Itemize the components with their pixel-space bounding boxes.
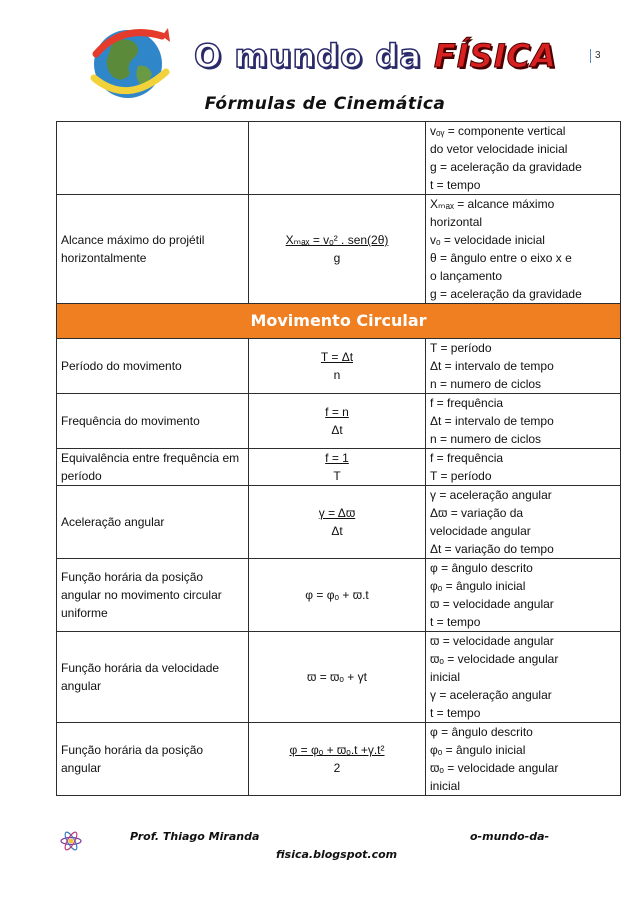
legend-line: θ = ângulo entre o eixo x e	[430, 251, 572, 265]
formula-legend	[426, 394, 621, 449]
formula-expression	[249, 339, 426, 394]
page-title: Fórmulas de Cinemática	[204, 94, 446, 114]
formula-denominator: n	[333, 368, 341, 382]
site-title-part1: O mundo da	[194, 37, 434, 75]
formula-expression	[249, 122, 426, 195]
formula-denominator: g	[333, 251, 341, 265]
legend-line: ϖ = velocidade angular	[430, 597, 554, 611]
formula-numerator: f = n	[325, 405, 349, 419]
legend-line: ϖ = velocidade angular	[430, 634, 554, 648]
legend-line: velocidade angular	[430, 524, 531, 538]
legend-line: t = tempo	[430, 615, 481, 629]
legend-line: f = frequência	[430, 451, 504, 465]
formula-numerator: f = 1	[325, 451, 349, 465]
formula-expression	[249, 632, 426, 723]
section-header-row	[57, 304, 621, 339]
section-header: Movimento Circular	[57, 304, 621, 339]
formula-legend	[426, 486, 621, 559]
table-row	[57, 559, 621, 632]
formula-denominator: Δt	[331, 423, 343, 437]
legend-line: γ = aceleração angular	[430, 688, 552, 702]
table-row	[57, 449, 621, 486]
formula-name: Aceleração angular	[57, 486, 249, 559]
legend-line: inicial	[430, 670, 461, 684]
legend-line: T = período	[430, 469, 492, 483]
formulas-table	[56, 121, 621, 796]
table-row	[57, 195, 621, 304]
formula-name: Frequência do movimento	[57, 394, 249, 449]
projectile-rows	[57, 122, 621, 304]
legend-line: f = frequência	[430, 396, 504, 410]
atom-flower-icon	[60, 830, 82, 852]
legend-line: Δt = variação do tempo	[430, 542, 554, 556]
formula-numerator: φ = φₒ + ϖₒ.t +γ.t²	[289, 743, 385, 757]
legend-line: n = numero de ciclos	[430, 432, 542, 446]
legend-line: do vetor velocidade inicial	[430, 142, 568, 156]
formula-legend	[426, 195, 621, 304]
formula-legend	[426, 559, 621, 632]
legend-line: vₒ = velocidade inicial	[430, 233, 545, 247]
footer-site-part1: o-mundo-da-	[470, 830, 550, 843]
legend-line: t = tempo	[430, 706, 481, 720]
legend-line: φₒ = ângulo inicial	[430, 579, 526, 593]
formula-name: Função horária da posição angular	[57, 723, 249, 796]
formula-expression	[249, 195, 426, 304]
formula-name: Função horária da posição angular no movimento circular uniforme	[57, 559, 249, 632]
legend-line: φ = ângulo descrito	[430, 561, 533, 575]
formula-name: Função horária da velocidade angular	[57, 632, 249, 723]
table-row	[57, 122, 621, 195]
legend-line: φₒ = ângulo inicial	[430, 743, 526, 757]
table-row	[57, 486, 621, 559]
formula-expression	[249, 394, 426, 449]
legend-line: o lançamento	[430, 269, 503, 283]
formula-numerator: γ = Δϖ	[318, 506, 356, 520]
legend-line: Δt = intervalo de tempo	[430, 414, 554, 428]
formula-expression	[249, 449, 426, 486]
formula-name	[57, 122, 249, 195]
formula-expression	[249, 486, 426, 559]
legend-line: inicial	[430, 779, 461, 793]
legend-line: T = período	[430, 341, 492, 355]
legend-line: t = tempo	[430, 178, 481, 192]
legend-line: vₒᵧ = componente vertical	[430, 124, 566, 138]
legend-line: ϖₒ = velocidade angular	[430, 761, 559, 775]
formula-legend	[426, 449, 621, 486]
legend-line: n = numero de ciclos	[430, 377, 542, 391]
formula-name: Período do movimento	[57, 339, 249, 394]
formula-denominator: Δt	[331, 524, 343, 538]
formula-numerator: ϖ = ϖₒ + γt	[307, 670, 367, 684]
legend-line: φ = ângulo descrito	[430, 725, 533, 739]
footer	[60, 828, 600, 868]
table-row	[57, 632, 621, 723]
legend-line: horizontal	[430, 215, 483, 229]
footer-author: Prof. Thiago Miranda	[130, 830, 260, 843]
formula-expression	[249, 723, 426, 796]
table-row	[57, 723, 621, 796]
footer-site-part2: fisica.blogspot.com	[276, 848, 398, 861]
formula-legend	[426, 339, 621, 394]
formula-numerator: φ = φₒ + ϖ.t	[305, 588, 369, 602]
legend-line: g = aceleração da gravidade	[430, 287, 582, 301]
globe-logo-icon	[82, 14, 174, 106]
legend-line: Δϖ = variação da	[430, 506, 524, 520]
formula-legend	[426, 122, 621, 195]
formula-name: Alcance máximo do projétil horizontalmente	[57, 195, 249, 304]
formula-numerator: Xₘₐₓ = vₒ² . sen(2θ)	[285, 233, 389, 247]
formula-name: Equivalência entre frequência em período	[57, 449, 249, 486]
table-row	[57, 394, 621, 449]
table-row	[57, 339, 621, 394]
legend-line: γ = aceleração angular	[430, 488, 552, 502]
formula-legend	[426, 632, 621, 723]
site-title-part2: FÍSICA	[433, 37, 557, 75]
legend-line: Δt = intervalo de tempo	[430, 359, 554, 373]
formula-denominator: 2	[333, 761, 341, 775]
formula-legend	[426, 723, 621, 796]
legend-line: ϖₒ = velocidade angular	[430, 652, 559, 666]
formula-numerator: T = Δt	[320, 350, 354, 364]
formula-denominator: T	[333, 469, 341, 483]
legend-line: g = aceleração da gravidade	[430, 160, 582, 174]
formula-expression	[249, 559, 426, 632]
circular-rows	[57, 339, 621, 796]
page-number: 3	[590, 49, 615, 63]
site-title	[194, 30, 557, 82]
legend-line: Xₘₐₓ = alcance máximo	[430, 197, 555, 211]
